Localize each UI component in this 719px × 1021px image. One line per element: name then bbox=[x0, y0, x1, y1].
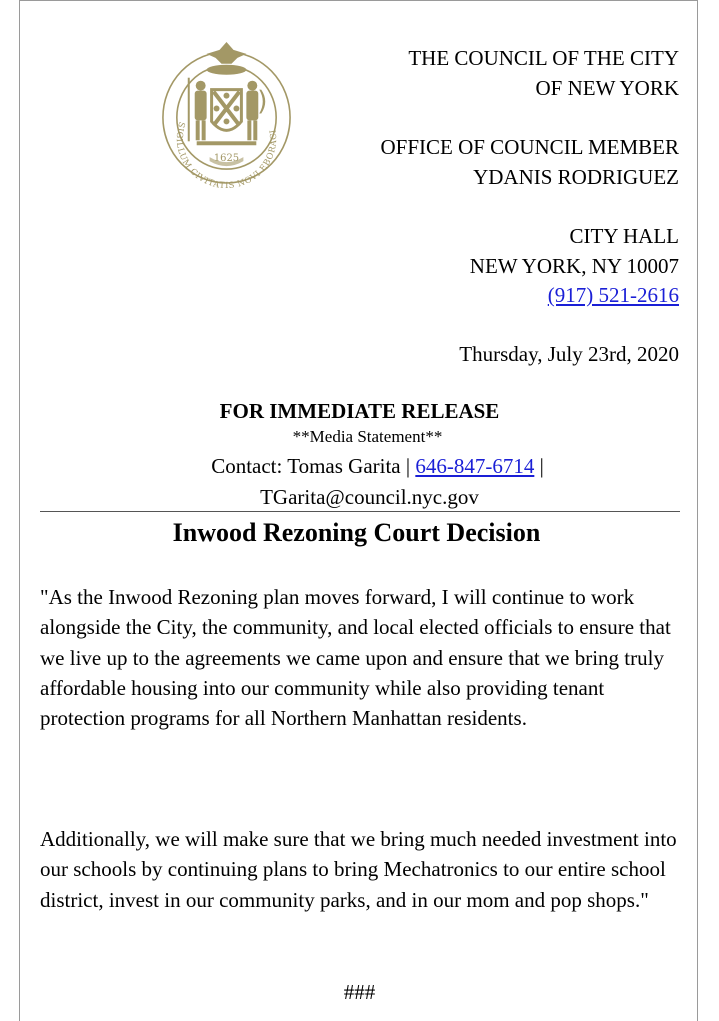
seal-year: 1625 bbox=[213, 153, 240, 165]
org-line-1: THE COUNCIL OF THE CITY bbox=[408, 46, 679, 70]
seal-motto: SIGILLUM CIVITATIS NOVI EBORACI bbox=[174, 120, 279, 189]
statement-paragraph-2: Additionally, we will make sure that we bring much needed investment into our schools by continuing plans to bring Mechatronics to our entire school district, invest in our community parks, and in our mom and pop shops." bbox=[40, 827, 677, 912]
title-divider bbox=[40, 511, 680, 512]
office-phone-link[interactable]: (917) 521-2616 bbox=[547, 283, 679, 307]
org-line-2: OF NEW YORK bbox=[535, 76, 679, 100]
release-label: FOR IMMEDIATE RELEASE bbox=[219, 399, 500, 423]
contact-prefix: Contact: Tomas Garita | bbox=[211, 454, 416, 478]
contact-suffix: | bbox=[534, 454, 544, 478]
contact-phone-link[interactable]: 646-847-6714 bbox=[415, 454, 535, 478]
address-line-1: CITY HALL bbox=[569, 224, 679, 248]
statement-paragraph-1: "As the Inwood Rezoning plan moves forward, I will continue to work alongside the City, the community, and local elected officials to ensure that we live up to the agreements we came upon and ensure that we bring truly affordable housing into our community while also providing tenant protection programs for all Northern Manhattan residents. bbox=[40, 585, 671, 731]
contact-line bbox=[18, 453, 719, 479]
office-line-2: YDANIS RODRIGUEZ bbox=[473, 165, 679, 189]
office-line-1: OFFICE OF COUNCIL MEMBER bbox=[380, 135, 679, 159]
nyc-seal-logo bbox=[152, 30, 301, 189]
release-date: Thursday, July 23rd, 2020 bbox=[459, 342, 679, 366]
media-statement: **Media Statement** bbox=[292, 427, 443, 446]
statement-title: Inwood Rezoning Court Decision bbox=[172, 518, 541, 547]
contact-email: TGarita@council.nyc.gov bbox=[260, 485, 479, 509]
address-line-2: NEW YORK, NY 10007 bbox=[469, 254, 679, 278]
end-mark: ### bbox=[343, 980, 376, 1004]
